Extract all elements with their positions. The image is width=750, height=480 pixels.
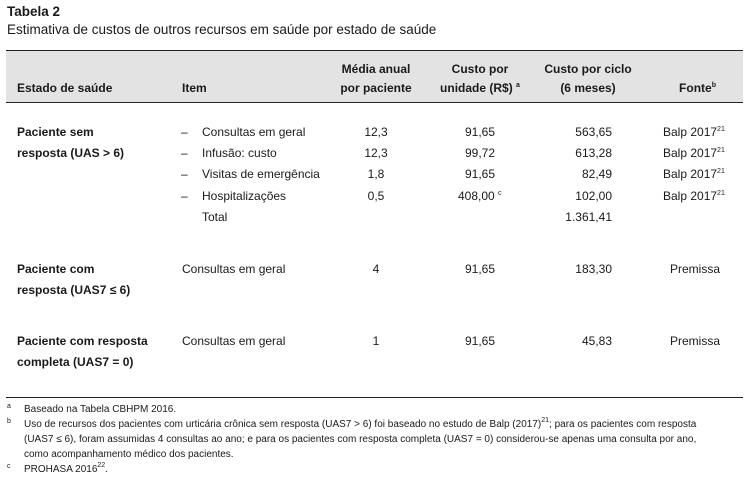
- row4-custo-unidade: 408,00 $^c$: [458, 189, 502, 203]
- row3-fonte: Balp 2017$^{21}$: [663, 167, 725, 181]
- group3-state-line2: completa (UAS7 = 0): [17, 355, 134, 369]
- row2-item: Infusão: custo: [202, 146, 277, 160]
- header-fonte: Fonte$^b$: [679, 81, 716, 95]
- group2-state-line2: resposta (UAS7 ≤ 6): [17, 283, 131, 297]
- footnote-b-line1: Uso de recursos dos pacientes com urticária crônica sem resposta (UAS7 > 6) foi baseado no estudo de Balp $(2017)^{21}$; para os pacientes com resposta: [24, 417, 697, 430]
- row4-item: Hospitalizações: [202, 189, 287, 203]
- group2-custo-ciclo: 183,30: [575, 262, 612, 276]
- group1-state-line2: resposta (UAS > 6): [17, 146, 125, 160]
- row1-custo-ciclo: 563,65: [575, 125, 612, 139]
- header-custo-unidade-line1: Custo por: [451, 62, 509, 76]
- group3-custo-ciclo: 45,83: [581, 334, 612, 348]
- group3-custo-unidade: 91,65: [464, 334, 495, 348]
- header-item: Item: [182, 81, 207, 95]
- dash-bullet: –: [181, 146, 188, 160]
- row2-media: 12,3: [364, 146, 388, 160]
- row4-fonte: Balp 2017$^{21}$: [663, 189, 725, 203]
- group2-custo-unidade: 91,65: [464, 262, 495, 276]
- footnote-c-mark: c: [7, 463, 11, 470]
- row2-custo-ciclo: 613,28: [575, 146, 612, 160]
- group3-item: Consultas em geral: [182, 334, 286, 348]
- table-header: [6, 50, 743, 103]
- table-bottom-rule: [6, 397, 743, 398]
- header-custo-ciclo-line2: (6 meses): [560, 81, 616, 95]
- dash-bullet: –: [181, 167, 188, 181]
- dash-bullet: –: [181, 125, 188, 139]
- group3-state-line1: Paciente com resposta: [17, 334, 148, 348]
- footnote-c: PROHASA 2016$^{22}$.: [24, 462, 108, 475]
- group1-state-line1: Paciente sem: [17, 125, 94, 139]
- table-subtitle: Estimativa de custos de outros recursos em saúde por estado de saúde: [7, 22, 437, 37]
- dash-bullet: –: [181, 189, 188, 203]
- row1-item: Consultas em geral: [202, 125, 306, 139]
- footnote-b-line2: (UAS7 ≤ 6), foram assumidas 4 consultas ao ano; e para os pacientes com resposta completa (UAS7 = 0) considerou-se apenas uma consulta por ano,: [24, 434, 697, 445]
- header-custo-unidade-line2: unidade (R$) $^a$: [440, 81, 520, 95]
- row1-custo-unidade: 91,65: [464, 125, 495, 139]
- group2-media: 4: [372, 262, 380, 276]
- group3-fonte: Premissa: [669, 334, 720, 348]
- table-title: Tabela 2: [7, 4, 61, 19]
- total-value: 1.361,41: [565, 210, 612, 224]
- total-label: Total: [202, 210, 228, 224]
- row1-fonte: Balp 2017$^{21}$: [663, 125, 725, 139]
- footnote-b-line3: como acompanhamento médico dos pacientes.: [24, 449, 234, 460]
- group2-fonte: Premissa: [669, 262, 720, 276]
- footnote-b-mark: b: [7, 418, 11, 425]
- row3-item: Visitas de emergência: [202, 167, 320, 181]
- row1-media: 12,3: [364, 125, 388, 139]
- header-media-line2: por paciente: [340, 81, 412, 95]
- row2-custo-unidade: 99,72: [464, 146, 495, 160]
- row3-custo-unidade: 91,65: [464, 167, 495, 181]
- footnote-a: Baseado na Tabela CBHPM 2016.: [24, 404, 177, 415]
- header-custo-ciclo-line1: Custo por ciclo: [544, 62, 632, 76]
- group3-media: 1: [372, 334, 380, 348]
- row4-media: 0,5: [367, 189, 385, 203]
- group2-item: Consultas em geral: [182, 262, 286, 276]
- row2-fonte: Balp 2017$^{21}$: [663, 146, 725, 160]
- header-estado: Estado de saúde: [17, 81, 113, 95]
- header-media-line1: Média anual: [341, 62, 411, 76]
- row4-custo-ciclo: 102,00: [575, 189, 612, 203]
- row3-media: 1,8: [367, 167, 385, 181]
- group2-state-line1: Paciente com: [17, 262, 95, 276]
- footnote-a-mark: a: [7, 403, 11, 410]
- row3-custo-ciclo: 82,49: [581, 167, 612, 181]
